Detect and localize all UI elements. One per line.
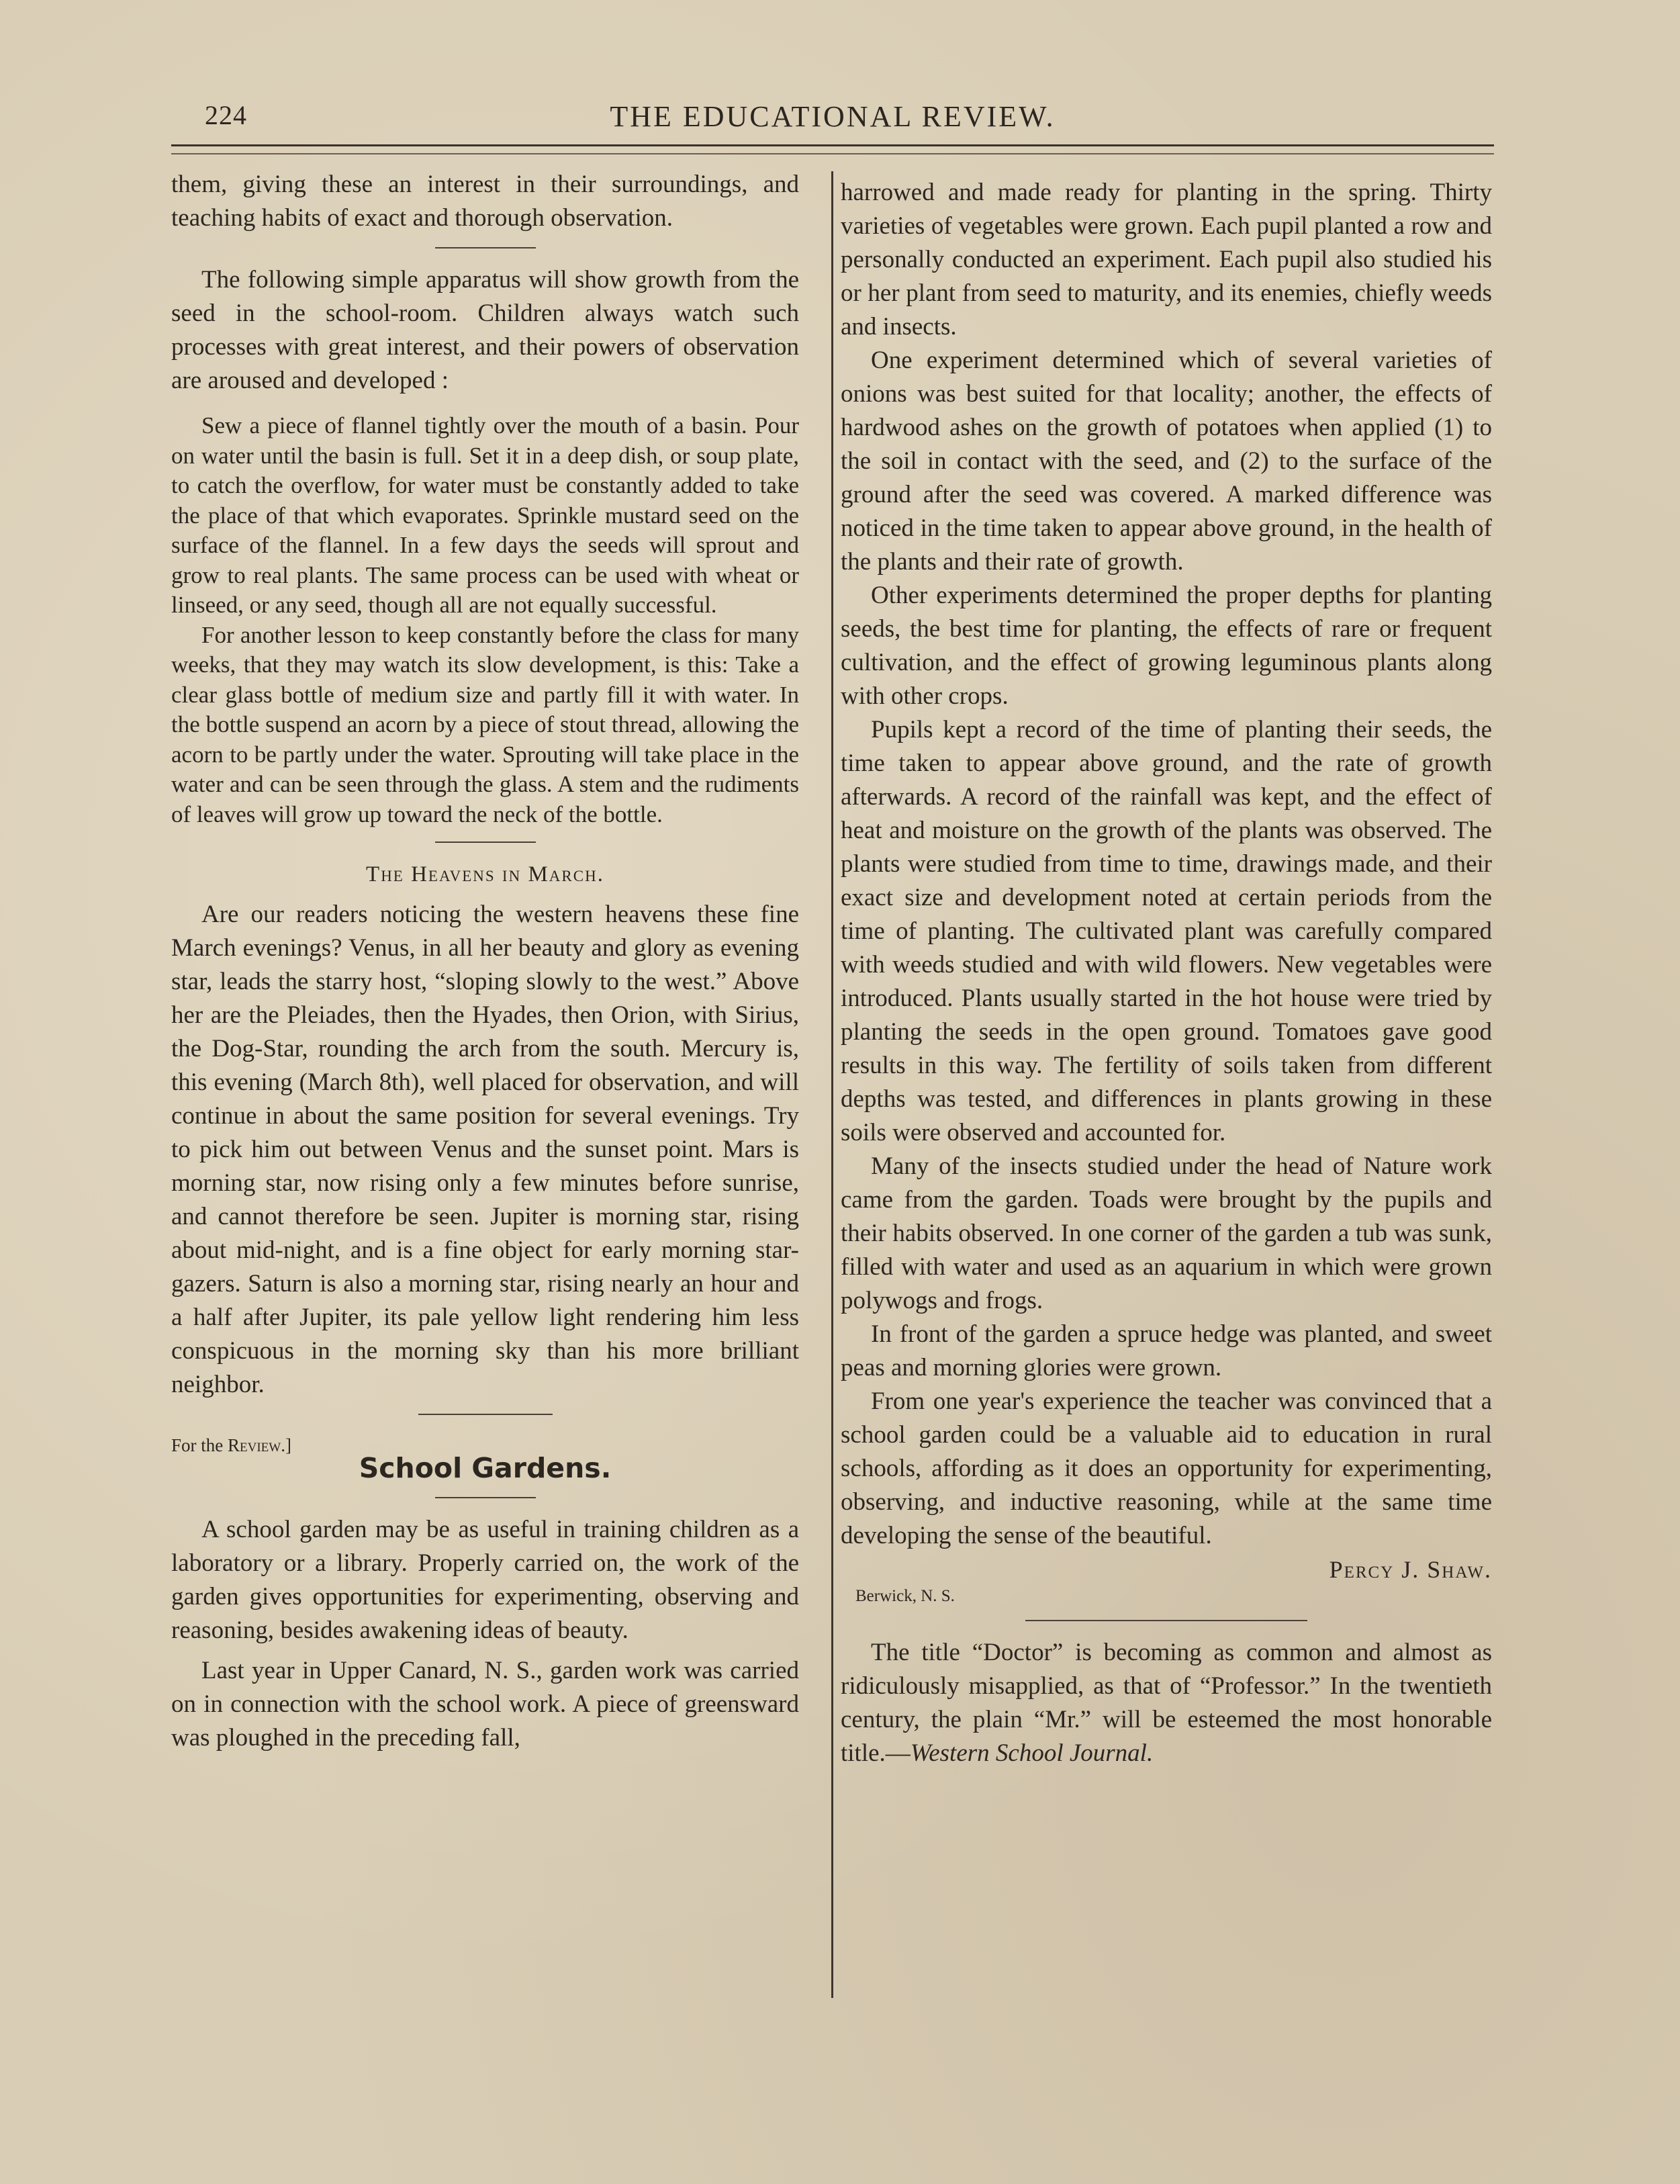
gardens-paragraph-2: Last year in Upper Canard, N. S., garden work was carried on in connection with the school work. A piece of greensward was ploughed in the preceding fall,	[171, 1657, 799, 1751]
doctor-note-source: Western School Journal.	[910, 1739, 1154, 1767]
right-column	[841, 176, 1492, 1770]
gardens-paragraph-8: In front of the garden a spruce hedge was planted, and sweet peas and morning glories were grown.	[841, 1320, 1492, 1381]
doctor-note-text: The title “Doctor” is becoming as common and almost as ridiculously misapplied, as that of “Professor.” In the twentieth century, the plain “Mr.” will be esteemed the most honorable title.—	[841, 1639, 1492, 1767]
header-rule	[171, 144, 1494, 146]
flannel-experiment: Sew a piece of flannel tightly over the mouth of a basin. Pour on water until the basin is full. Set it in a deep dish, or soup plate, to catch the overflow, for water must be constantly added to take the place of that which evaporates. Sprinkle mustard seed on the surface of the flannel. In a few days the seeds will sprout and grow to real plants. The same process can be used with wheat or linseed, or any seed, though all are not equally successful.	[171, 412, 799, 618]
heavens-article: Are our readers noticing the western heavens these fine March evenings? Venus, in all her beauty and glory as evening star, leads the starry host, “sloping slowly to the west.” Above her are the Pleiades, then the Hyades, then Orion, with Sirius, the Dog-Star, rounding the arch from the south. Mercury is, this evening (March 8th), well placed for observation, and will continue in about the same position for several evenings. Try to pick him out between Venus and the sunset point. Mars is morning star, now rising only a few minutes before sunrise, and cannot therefore be seen. Jupiter is morning star, rising about mid-night, and is a fine object for early morning star-gazers. Saturn is also a morning star, rising nearly an hour and a half after Jupiter, its pale yellow light rendering him less conspicuous in the morning sky than his more brilliant neighbor.	[171, 901, 799, 1398]
gardens-paragraph-5: Other experiments determined the proper depths for planting seeds, the best time for planting, the effects of rare or frequent cultivation, and the effect of growing leguminous plants along with other crops.	[841, 582, 1492, 710]
signature-line	[841, 1553, 1492, 1586]
gardens-paragraph-7: Many of the insects studied under the head of Nature work came from the garden. Toads were brought by the pupils and their habits observed. In one corner of the garden a tub was sunk, filled with water and used as an aquarium in which were grown polywogs and frogs.	[841, 1152, 1492, 1314]
column-divider	[831, 171, 833, 1998]
author-place: Berwick, N. S.	[855, 1587, 955, 1605]
page-header	[171, 94, 1494, 134]
doctor-note	[841, 1636, 1492, 1770]
credit-prefix: For the	[171, 1435, 228, 1455]
school-gardens-heading: School Gardens.	[359, 1452, 612, 1484]
section-divider	[418, 1414, 553, 1415]
page-number: 224	[205, 100, 247, 130]
credit-review: Review.]	[228, 1435, 291, 1455]
section-divider	[1025, 1620, 1307, 1621]
running-title: THE EDUCATIONAL REVIEW.	[610, 100, 1056, 133]
author-signature: Percy J. Shaw.	[1329, 1556, 1492, 1583]
left-column	[171, 168, 799, 1755]
continued-paragraph: them, giving these an interest in their surroundings, and teaching habits of exact and thorough observation.	[171, 171, 799, 232]
heavens-heading: The Heavens in March.	[366, 862, 604, 886]
section-divider	[435, 247, 536, 248]
section-divider	[435, 841, 536, 843]
gardens-paragraph-4: One experiment determined which of several varieties of onions was best suited for that locality; another, the effects of hardwood ashes on the growth of potatoes when applied (1) to the soil in contact with the seed, and (2) to the surface of the ground after the seed was covered. A marked difference was noticed in the time taken to appear above ground, in the health of the plants and their rate of growth.	[841, 347, 1492, 576]
acorn-experiment: For another lesson to keep constantly before the class for many weeks, that they may watch its slow development, is this: Take a clear glass bottle of medium size and partly fill it with water. In the bottle suspend an acorn by a piece of stout thread, allowing the acorn to be partly under the water. Sprouting will take place in the water and can be seen through the glass. A stem and the rudiments of leaves will grow up toward the neck of the bottle.	[171, 621, 799, 827]
gardens-paragraph-6: Pupils kept a record of the time of planting their seeds, the time taken to appear above ground, and the rate of growth afterwards. A record of the rainfall was kept, and the effect of heat and moisture on the growth of the plants was observed. The plants were studied from time to time, drawings made, and their exact size and development noted at certain periods from the time of planting. The cultivated plant was carefully compared with weeds studied and with wild flowers. New vegetables were introduced. Plants usually started in the hot house were tried by planting the seeds in the open ground. Tomatoes gave good results in this way. The fertility of soils taken from different depths was tested, and differences in plants growing in these soils were observed and accounted for.	[841, 716, 1492, 1146]
header-rule-thin	[171, 153, 1494, 154]
gardens-paragraph-3: harrowed and made ready for planting in the spring. Thirty varieties of vegetables were grown. Each pupil planted a row and personally conducted an experiment. Each pupil also studied his or her plant from seed to maturity, and its enemies, chiefly weeds and insects.	[841, 179, 1492, 340]
gardens-paragraph-1: A school garden may be as useful in training children as a laboratory or a library. Properly carried on, the work of the garden gives opportunities for experimenting, observing and reasoning, besides awakening ideas of beauty.	[171, 1516, 799, 1644]
apparatus-intro: The following simple apparatus will show growth from the seed in the school-room. Children always watch such processes with great interest, and their powers of observation are aroused and developed :	[171, 266, 799, 394]
section-divider	[435, 1497, 536, 1498]
gardens-paragraph-9: From one year's experience the teacher was convinced that a school garden could be a valuable aid to education in rural schools, affording as it does an opportunity for experimenting, observing, and inductive reasoning, while at the same time developing the sense of the beautiful.	[841, 1387, 1492, 1549]
